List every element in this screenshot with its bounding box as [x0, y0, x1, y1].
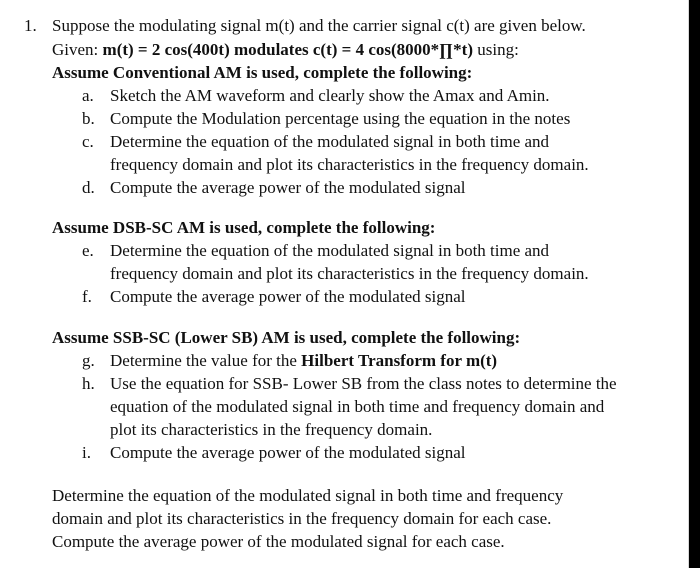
closing-line2: domain and plot its characteristics in the frequency domain for each case.	[52, 509, 552, 528]
item-h-text-line1: Use the equation for SSB- Lower SB from the class notes to determine the	[110, 374, 617, 393]
item-e-text-line2: frequency domain and plot its characteristics in the frequency domain.	[110, 264, 589, 283]
item-letter-a: a.	[82, 86, 94, 105]
item-b-text: Compute the Modulation percentage using the equation in the notes	[110, 109, 571, 128]
item-letter-d: d.	[82, 178, 95, 197]
item-g-bold: Hilbert Transform for m(t)	[301, 351, 498, 370]
item-h-text-line3: plot its characteristics in the frequency domain.	[110, 420, 433, 439]
item-g-prefix: Determine the value for the	[110, 351, 302, 370]
item-letter-h: h.	[82, 374, 95, 393]
item-letter-g: g.	[82, 351, 95, 370]
item-e-text-line1: Determine the equation of the modulated signal in both time and	[110, 241, 550, 260]
given-prefix: Given:	[52, 40, 103, 59]
item-h-text-line2: equation of the modulated signal in both time and frequency domain and	[110, 397, 605, 416]
closing-line3: Compute the average power of the modulated signal for each case.	[52, 532, 505, 551]
section-conventional-heading: Assume Conventional AM is used, complete the following:	[52, 63, 473, 82]
item-a-text: Sketch the AM waveform and clearly show the Amax and Amin.	[110, 86, 550, 105]
item-letter-b: b.	[82, 109, 95, 128]
item-f-text: Compute the average power of the modulated signal	[110, 287, 466, 306]
given-carrier-signal: c(t) = 4 cos(8000*∏*t)	[312, 40, 473, 59]
given-suffix: using:	[473, 40, 519, 59]
given-mid: modulates	[229, 40, 313, 59]
item-g-text	[110, 351, 497, 371]
item-letter-i: i.	[82, 443, 91, 462]
problem-number: 1.	[24, 16, 37, 35]
item-i-text: Compute the average power of the modulated signal	[110, 443, 466, 462]
item-letter-c: c.	[82, 132, 94, 151]
section-dsbsc-heading: Assume DSB-SC AM is used, complete the following:	[52, 218, 436, 237]
item-c-text-line1: Determine the equation of the modulated signal in both time and	[110, 132, 550, 151]
problem-intro: Suppose the modulating signal m(t) and the carrier signal c(t) are given below.	[52, 16, 586, 35]
item-letter-e: e.	[82, 241, 94, 260]
given-modulating-signal: m(t) = 2 cos(400t)	[102, 40, 230, 59]
closing-line1: Determine the equation of the modulated signal in both time and frequency	[52, 486, 564, 505]
section-ssbsc-heading: Assume SSB-SC (Lower SB) AM is used, complete the following:	[52, 328, 521, 347]
item-d-text: Compute the average power of the modulated signal	[110, 178, 466, 197]
given-line	[52, 40, 519, 60]
item-letter-f: f.	[82, 287, 92, 306]
item-c-text-line2: frequency domain and plot its characteristics in the frequency domain.	[110, 155, 589, 174]
